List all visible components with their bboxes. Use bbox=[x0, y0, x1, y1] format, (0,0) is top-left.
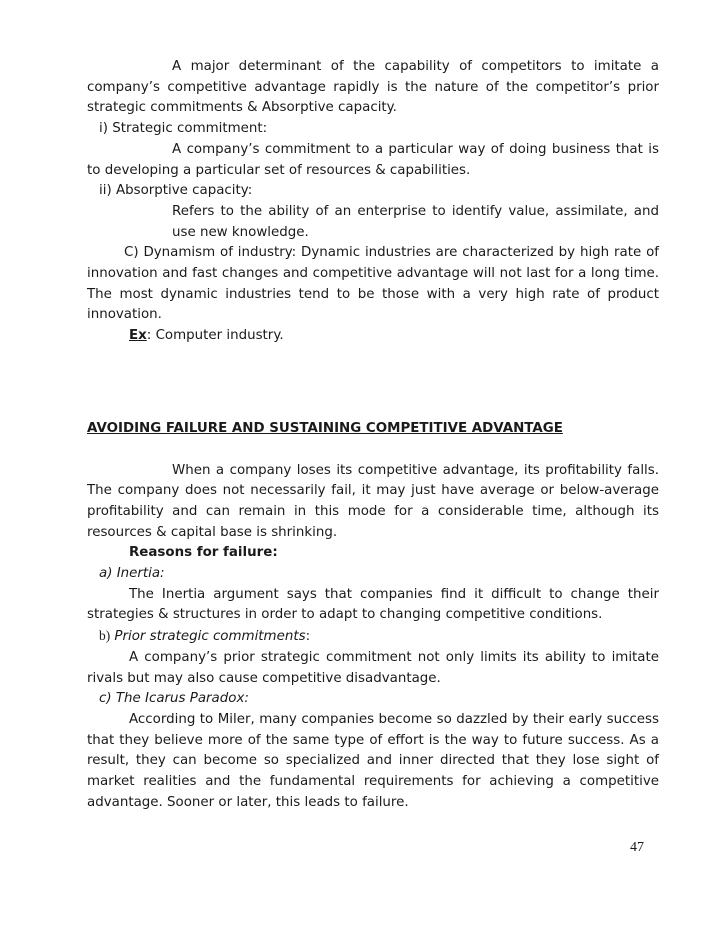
paragraph-icarus-paradox-body: According to Miler, many companies become so dazzled by their early success that they believe more of the same type of effort is the way to future success. As a result, they can become so specialized and inner directed that they lose sight of market realities and the fundamental requirements for achieving a competitive advantage. Sooner or later, this leads to failure. bbox=[87, 711, 659, 810]
section-heading: AVOIDING FAILURE AND SUSTAINING COMPETITIVE ADVANTAGE bbox=[87, 420, 563, 436]
paragraph-absorptive-capacity-body: Refers to the ability of an enterprise to identify value, assimilate, and use new knowledge. bbox=[172, 203, 659, 240]
example-label: Ex bbox=[129, 328, 147, 344]
reason-item-prior-commitments bbox=[87, 626, 659, 648]
list-item-strategic-commitment bbox=[87, 119, 659, 140]
reason-item-inertia bbox=[87, 564, 659, 585]
list-item-label: Absorptive capacity: bbox=[115, 183, 253, 199]
reason-item-icarus-paradox bbox=[87, 689, 659, 710]
reason-label-colon: : bbox=[305, 629, 311, 645]
paragraph-section-intro: When a company loses its competitive advantage, its profitability falls. The company does not necessarily fail, it may just have average or below-average profitability and can remain in this mode for a considerable time, although its resources & capital base is shrinking. bbox=[87, 462, 659, 540]
reason-label: Inertia: bbox=[116, 566, 165, 582]
paragraph-strategic-commitment-body: A company’s commitment to a particular way of doing business that is to developing a particular set of resources & capabilities. bbox=[87, 141, 659, 178]
paragraph-dynamism-of-industry: C) Dynamism of industry: Dynamic industries are characterized by high rate of innovation and fast changes and competitive advantage will not last for a long time. The most dynamic industries tend to be those with a very high rate of product innovation. bbox=[87, 245, 659, 323]
paragraph-prior-commitments-body: A company’s prior strategic commitment not only limits its ability to imitate rivals but may also cause competitive disadvantage. bbox=[87, 649, 659, 686]
reason-label: The Icarus Paradox: bbox=[115, 691, 249, 707]
list-marker: ii) bbox=[99, 183, 112, 199]
list-marker: i) bbox=[99, 121, 108, 137]
document-page bbox=[87, 57, 659, 814]
list-item-label: Strategic commitment: bbox=[112, 121, 268, 137]
list-item-absorptive-capacity bbox=[87, 181, 659, 202]
reasons-heading: Reasons for failure: bbox=[129, 545, 278, 561]
paragraph-inertia-body: The Inertia argument says that companies find it difficult to change their strategies & structures in order to adapt to changing competitive conditions. bbox=[87, 586, 659, 623]
reason-marker: c) bbox=[99, 691, 112, 707]
reason-marker: a) bbox=[99, 566, 113, 582]
example-text: : Computer industry. bbox=[146, 328, 284, 344]
page-number: 47 bbox=[630, 840, 644, 855]
reason-marker: b) bbox=[99, 628, 111, 644]
paragraph-imitation-determinant: A major determinant of the capability of competitors to imitate a company’s competitive advantage rapidly is the nature of the competitor’s prior strategic commitments & Absorptive capacity. bbox=[87, 59, 659, 116]
example-line bbox=[87, 326, 659, 347]
reason-label: Prior strategic commitments bbox=[114, 629, 306, 645]
